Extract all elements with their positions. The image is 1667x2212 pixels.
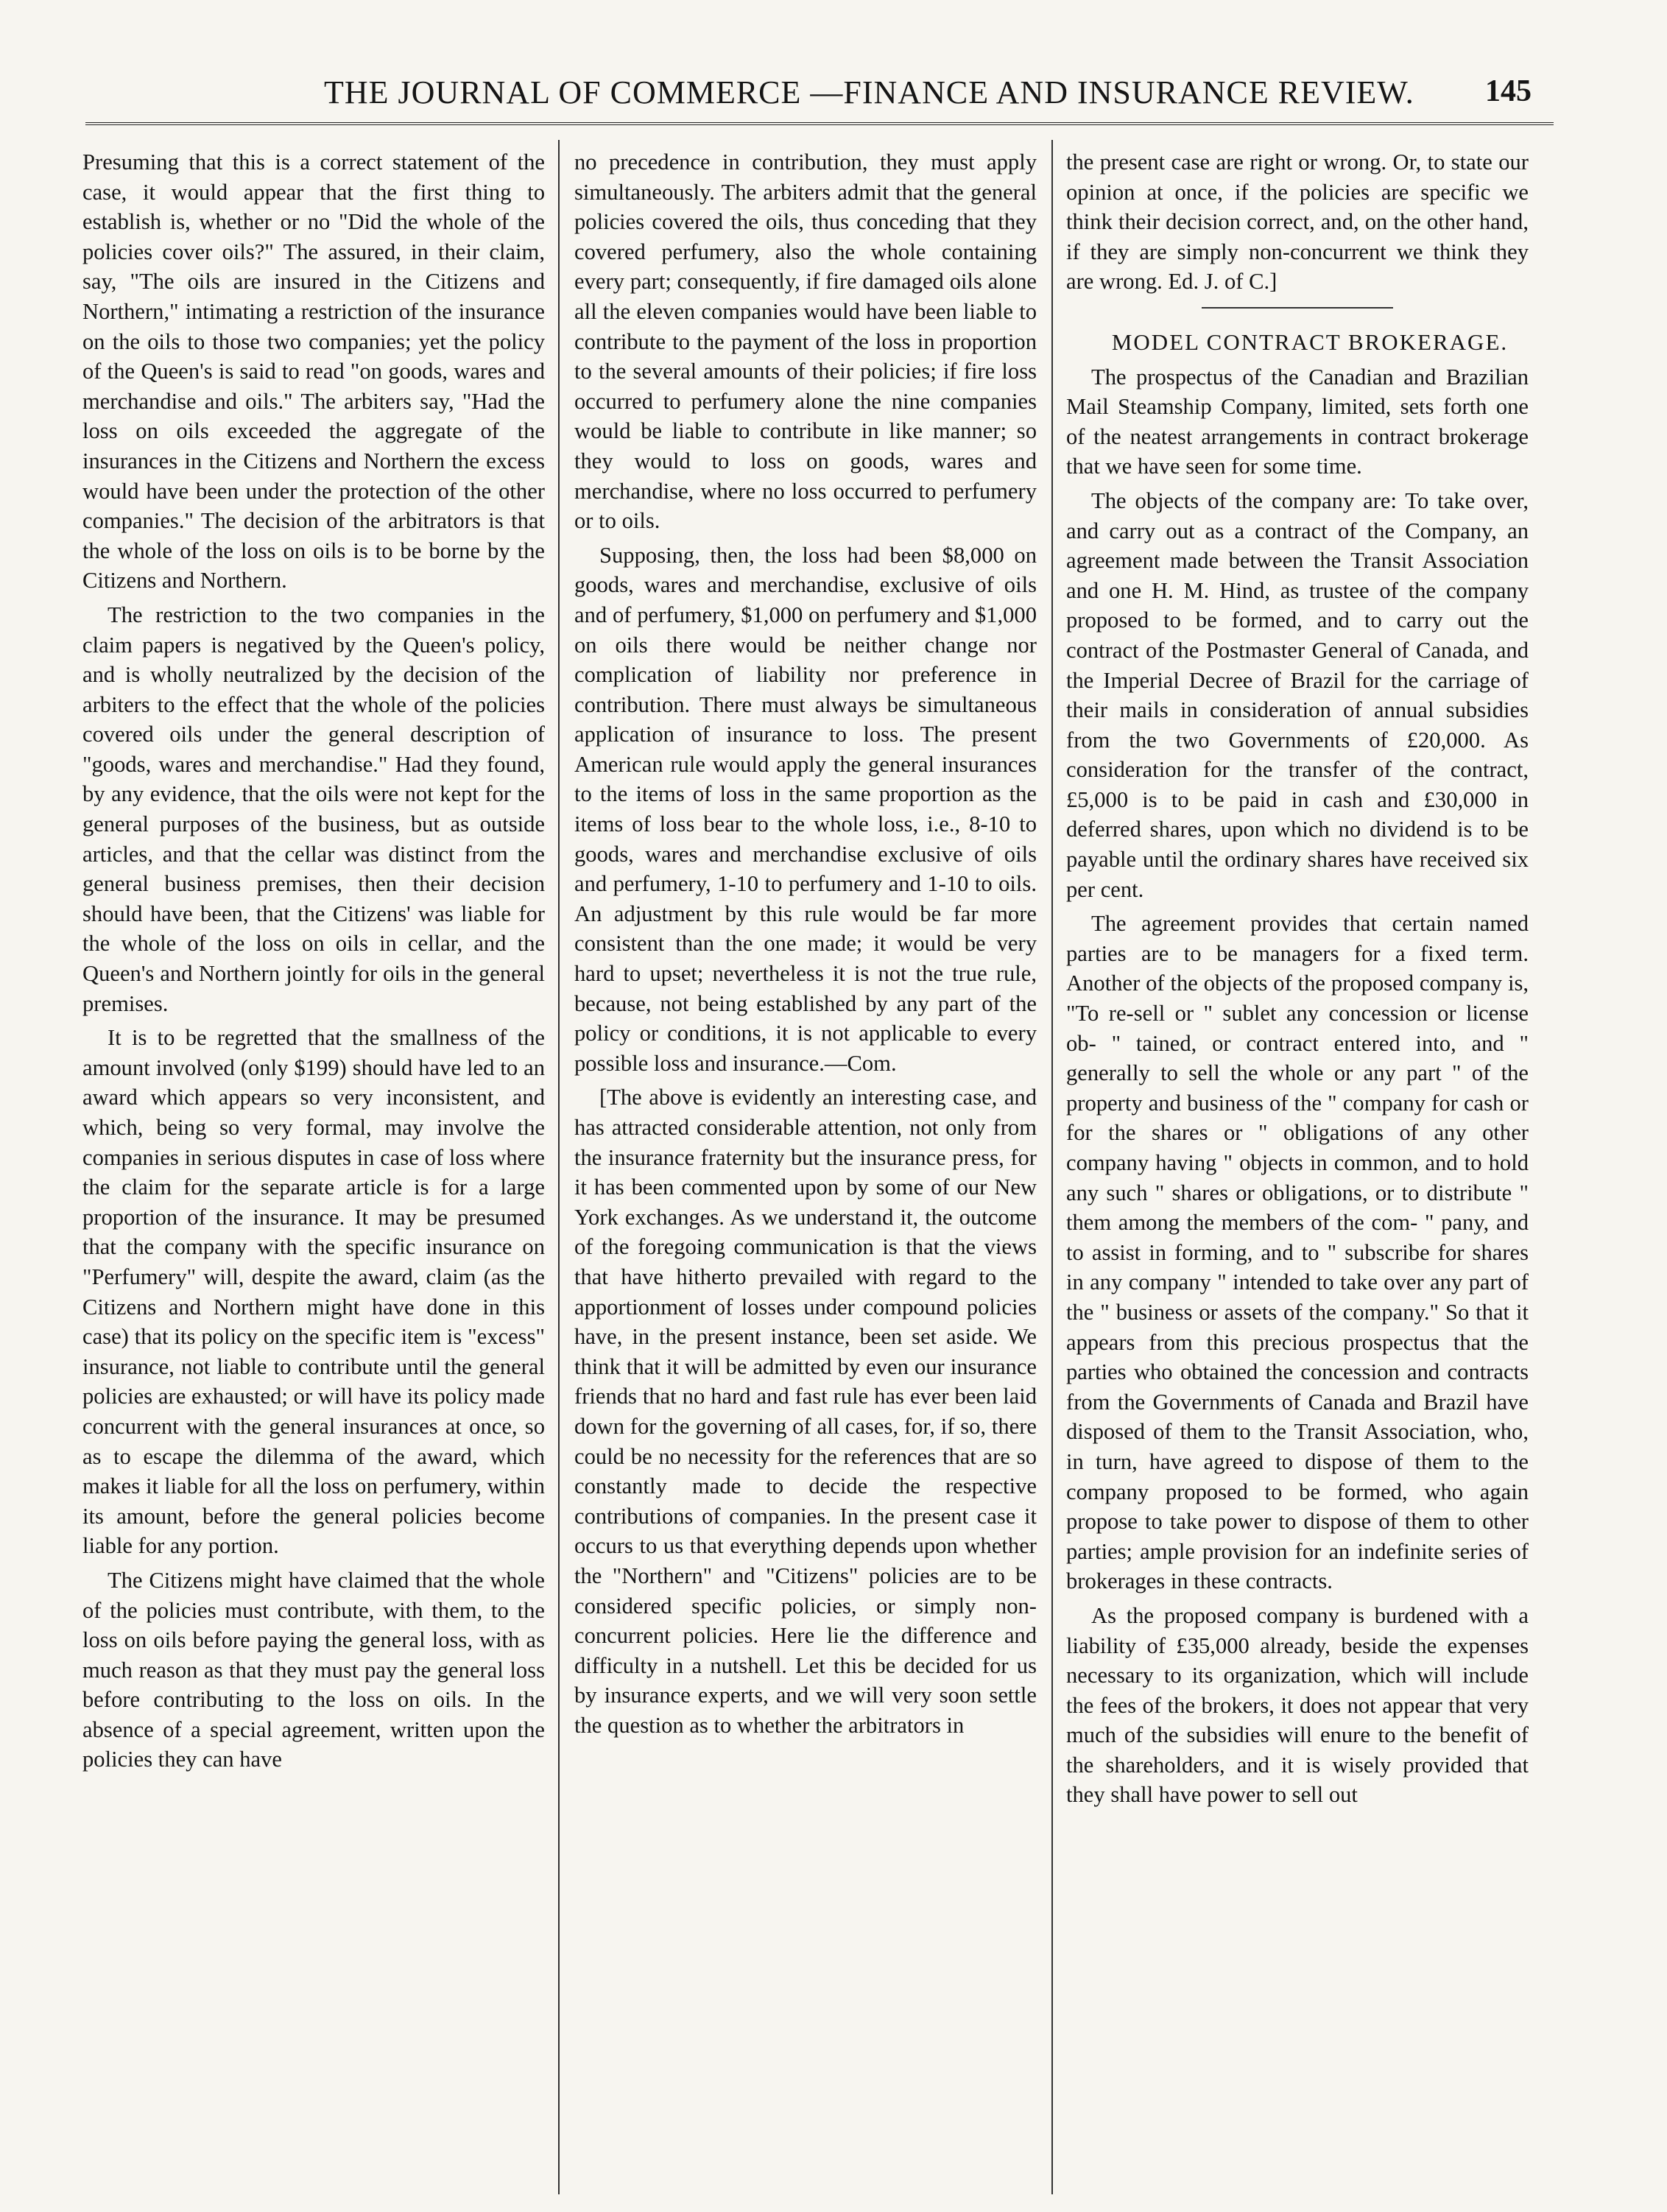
paragraph: [The above is evidently an interesting case, and has attracted considerable attention, not only from the insurance fraternity but the insurance press, for it has been commented upon by some of our New York exchanges. As we understand it, the outcome of the foregoing communication is that the views that have hitherto prevailed with regard to the apportionment of losses under compound policies have, in the present instance, been set aside. We think that it will be admitted by even our insurance friends that no hard and fast rule has ever been laid down for the governing of all cases, for, if so, there could be no necessity for the references that are so constantly made to decide the respective contributions of companies. In the present case it occurs to us that everything depends upon whether the "Northern" and "Citizens" policies are to be considered specific policies, or simply non-concurrent policies. Here lie the difference and difficulty in a nutshell. Let this be decided for us by insurance experts, and we will very soon settle the question as to whether the arbitrators in bbox=[574, 1085, 1037, 1738]
page-header bbox=[81, 74, 1554, 118]
paragraph: It is to be regretted that the smallness of the amount involved (only $199) should have led to an award which appears so very inconsistent, and which, being so very formal, may involve the companies in serious disputes in case of loss where the claim for the separate article is for a large proportion of the insurance. It may be presumed that the company with the specific insurance on "Perfumery" will, despite the award, claim (as the Citizens and Northern might have done in this case) that its policy on the specific item is "excess" insurance, not liable to contribute until the general policies are exhausted; or will have its policy made concurrent with the general insurances at once, so as to escape the dilemma of the award, which makes it liable for all the loss on perfumery, within its amount, before the general policies become liable for any portion. bbox=[82, 1025, 545, 1559]
column-2 bbox=[574, 147, 1037, 2180]
paragraph: The agreement provides that certain named parties are to be managers for a fixed term. Another of the objects of the proposed company is, "To re-sell or " sublet any concession or license ob- " tained, or contract entered into, and " generally to sell the whole or any part " of the property and business of the " company for cash or for the shares or " obligations of any other company having " objects in common, and to hold any such " shares or obligations, or to distribute " them among the members of the com- " pany, and to assist in forming, and to " subscribe for shares in any company " intended to take over any part of the " business or assets of the company." So that it appears from this precious prospectus that the parties who obtained the concession and contracts from the Governments of Canada and Brazil have disposed of them to the Transit Association, who, in turn, have agreed to dispose of them to the company proposed to be formed, who again propose to take power to dispose of them to other parties; ample provision for an indefinite series of brokerages in these contracts. bbox=[1066, 911, 1529, 1594]
journal-title: THE JOURNAL OF COMMERCE —FINANCE AND INSURANCE REVIEW. bbox=[324, 74, 1414, 110]
paragraph: As the proposed company is burdened with a liability of £35,000 already, beside the expenses necessary to its organization, which will include the fees of the brokers, it does not appear that very much of the subsidies will enure to the benefit of the shareholders, and it is wisely provided that they shall have power to sell out bbox=[1066, 1602, 1529, 1808]
paragraph: Supposing, then, the loss had been $8,000 on goods, wares and merchandise, exclusive of oils and of perfumery, $1,000 on perfumery and $1,000 on oils there would be neither change nor complication of liability nor preference in contribution. There must always be simultaneous application of insurance to loss. The present American rule would apply the general insurances to the items of loss in the same proportion as the items of loss bear to the whole loss, i.e., 8-10 to goods, wares and merchandise exclusive of oils and perfumery, 1-10 to perfumery and 1-10 to oils. An adjustment by this rule would be far more consistent than the one made; it would be very hard to upset; nevertheless it is not the true rule, because, not being established by any part of the policy or conditions, it is not applicable to every possible loss and insurance.—Com. bbox=[574, 542, 1037, 1076]
paragraph: The Citizens might have claimed that the whole of the policies must contribute, with them, to the loss on oils before paying the general loss, with as much reason as that they must pay the general loss before contributing to the loss on oils. In the absence of a special agreement, written upon the policies they can have bbox=[82, 1567, 545, 1772]
section-divider bbox=[1202, 307, 1393, 309]
paragraph: no precedence in contribution, they must apply simultaneously. The arbiters admit that the general policies covered the oils, thus conceding that they covered perfumery, also the whole containing every part; consequently, if fire damaged oils alone all the eleven companies would have been liable to contribute to the payment of the loss in proportion to the several amounts of their policies; if fire loss occurred to perfumery alone the nine companies would be liable to contribute in like manner; so they would to loss on goods, wares and merchandise, where no loss occurred to perfumery or to oils. bbox=[574, 149, 1037, 534]
paragraph: the present case are right or wrong. Or, to state our opinion at once, if the policies are specific we think their decision correct, and, on the other hand, if they are simply non-concurrent we think they are wrong. Ed. J. of C.] bbox=[1066, 149, 1529, 295]
header-double-rule bbox=[85, 122, 1554, 128]
column-3 bbox=[1066, 147, 1529, 2180]
column-1 bbox=[82, 147, 545, 2180]
page-number: 145 bbox=[1485, 74, 1532, 108]
paragraph: The restriction to the two companies in the claim papers is negatived by the Queen's policy, and is wholly neutralized by the decision of the arbiters to the effect that the whole of the policies covered oils under the general description of "goods, wares and merchandise." Had they found, by any evidence, that the oils were not kept for the general purposes of the business, but as outside articles, and that the cellar was distinct from the general business premises, then their decision should have been, that the Citizens' was liable for the whole of the loss on oils in cellar, and the Queen's and Northern jointly for oils in the general premises. bbox=[82, 602, 545, 1016]
column-divider bbox=[1051, 140, 1053, 2194]
paragraph: Presuming that this is a correct statement of the case, it would appear that the first thing to establish is, whether or no "Did the whole of the policies cover oils?" The assured, in their claim, say, "The oils are insured in the Citizens and Northern," intimating a restriction of the insurance on the oils to those two companies; yet the policy of the Queen's is said to read "on goods, wares and merchandise and oils." The arbiters say, "Had the loss on oils exceeded the aggregate of the insurances in the Citizens and Northern the excess would have been under the protection of the other companies." The decision of the arbitrators is that the whole of the loss on oils is to be borne by the Citizens and Northern. bbox=[82, 149, 545, 593]
column-divider bbox=[558, 140, 560, 2194]
paragraph: The objects of the company are: To take over, and carry out as a contract of the Company, an agreement made between the Transit Association and one H. M. Hind, as trustee of the company proposed to be formed, and to carry out the contract of the Postmaster General of Canada, and the Imperial Decree of Brazil for the carriage of their mails in consideration of annual subsidies from the two Governments of £20,000. As consideration for the transfer of the contract, £5,000 is to be paid in cash and £30,000 in deferred shares, upon which no dividend is to be payable until the ordinary shares have received six per cent. bbox=[1066, 487, 1529, 902]
paragraph: The prospectus of the Canadian and Brazilian Mail Steamship Company, limited, sets forth one of the neatest arrangements in contract brokerage that we have seen for some time. bbox=[1066, 364, 1529, 479]
section-heading: MODEL CONTRACT BROKERAGE. bbox=[1111, 328, 1509, 355]
